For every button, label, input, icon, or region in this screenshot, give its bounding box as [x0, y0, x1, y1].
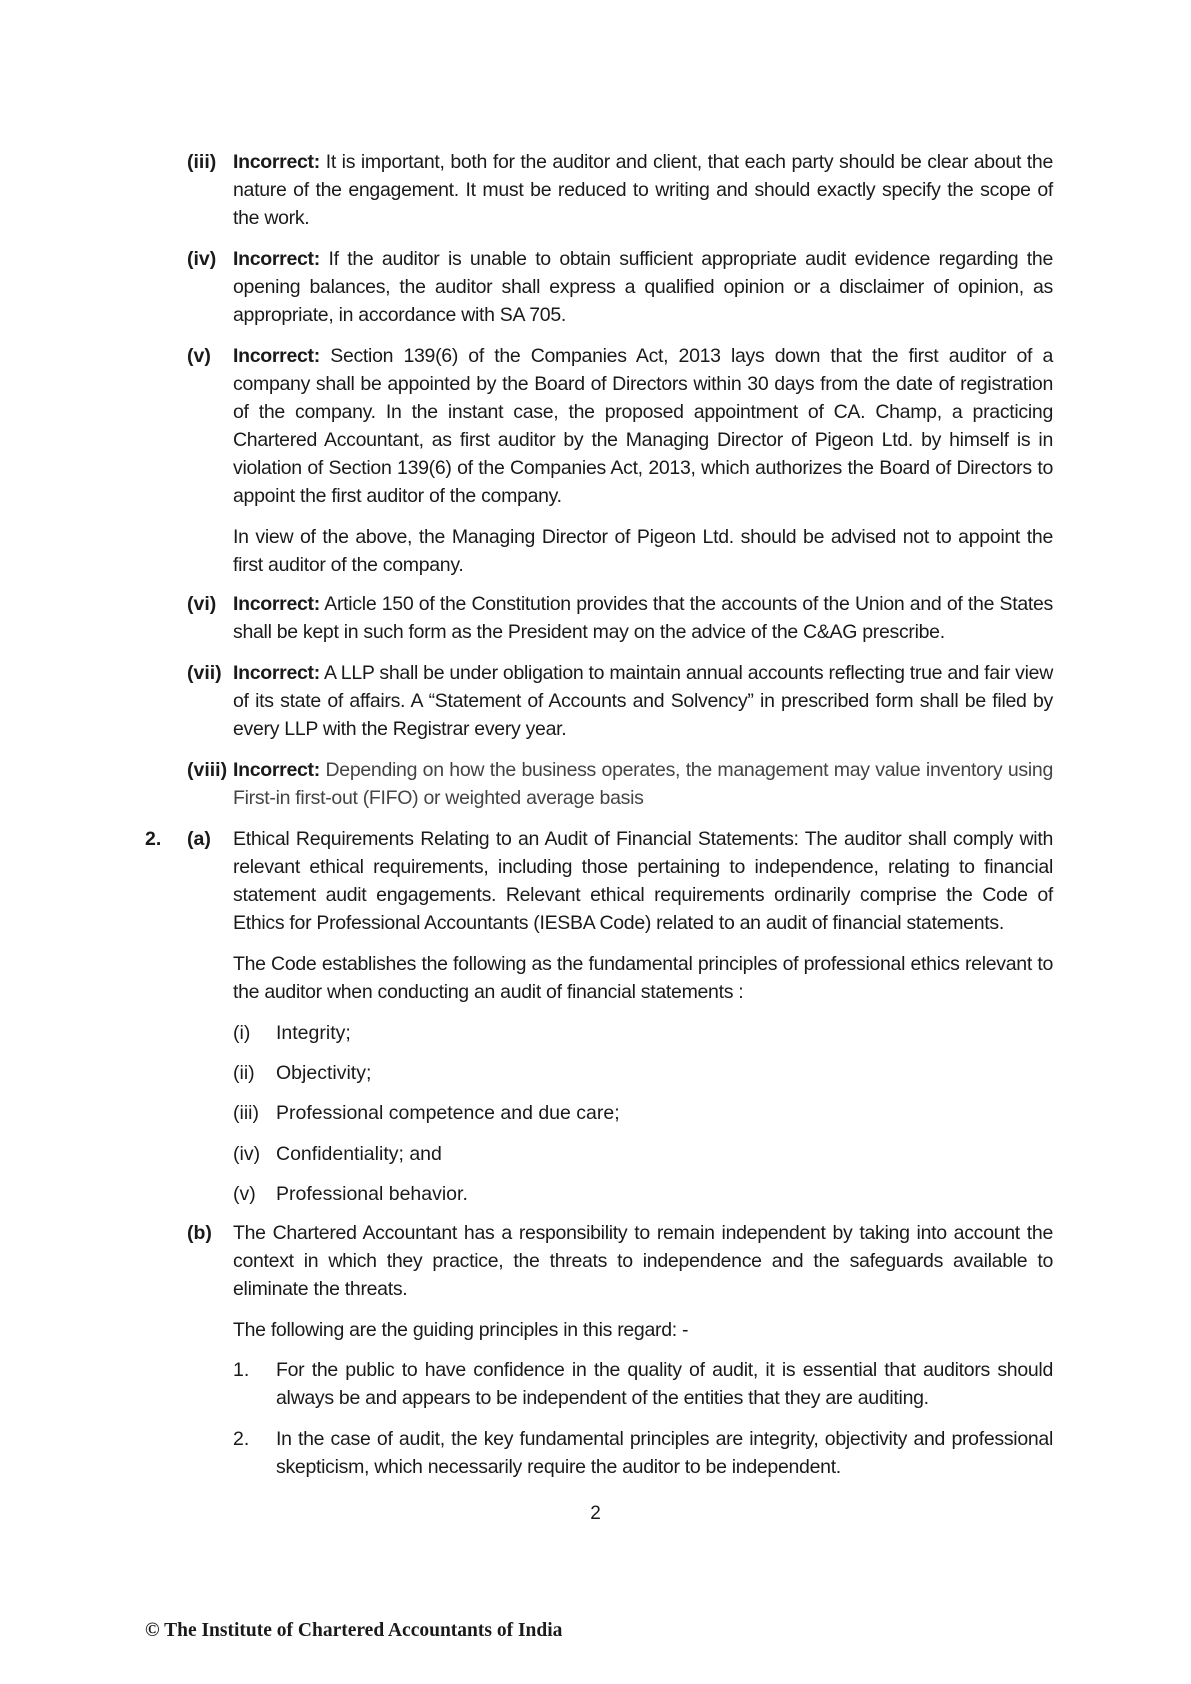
answer-v	[233, 342, 1053, 510]
part-a-paragraph-2: The Code establishes the following as the fundamental principles of professional ethics relevant to the auditor when conducting an audit of financial statements :	[233, 953, 1053, 1003]
guide-number: 2.	[233, 1428, 250, 1450]
answer-text: Section 139(6) of the Companies Act, 2013 lays down that the first auditor of a company shall be appointed by the Board of Directors within 30 days from the date of registration of the company. In the instant case, the proposed appointment of CA. Champ, a practicing Chartered Accountant, as first auditor by the Managing Director of Pigeon Ltd. by himself is in violation of Section 139(6) of the Companies Act, 2013, which authorizes the Board of Directors to appoint the first auditor of the company.	[233, 345, 1053, 507]
part-b-paragraph-2: The following are the guiding principles in this regard: -	[233, 1319, 689, 1341]
item-label: (viii)	[187, 759, 228, 781]
guide-number: 1.	[233, 1359, 250, 1381]
answer-text: Depending on how the business operates, the management may value inventory using First-in first-out (FIFO) or weighted average basis	[233, 759, 1053, 809]
item-label: (vii)	[187, 662, 222, 684]
answer-lead: Incorrect:	[233, 248, 320, 270]
principle-text: Professional behavior.	[276, 1183, 468, 1205]
answer-viii	[233, 756, 1053, 812]
answer-text: A LLP shall be under obligation to maintain annual accounts reflecting true and fair view of its state of affairs. A “Statement of Accounts and Solvency” in prescribed form shall be filed by every LLP with the Registrar every year.	[233, 662, 1053, 740]
answer-iv	[233, 245, 1053, 329]
part-a-label: (a)	[187, 828, 211, 850]
principle-number: (v)	[233, 1183, 256, 1205]
answer-lead: Incorrect:	[233, 151, 320, 173]
principle-number: (iv)	[233, 1143, 261, 1165]
principle-text: Professional competence and due care;	[276, 1102, 620, 1124]
part-a-paragraph-1: Ethical Requirements Relating to an Audit of Financial Statements: The auditor shall comply with relevant ethical requirements, including those pertaining to independence, relating to financial statement audit engagements. Relevant ethical requirements ordinarily comprise the Code of Ethics for Professional Accountants (IESBA Code) related to an audit of financial statements.	[233, 828, 1053, 934]
guide-text: For the public to have confidence in the quality of audit, it is essential that auditors should always be and appears to be independent of the entities that they are auditing.	[276, 1359, 1053, 1409]
answer-lead: Incorrect:	[233, 593, 320, 615]
principle-text: Confidentiality; and	[276, 1143, 442, 1165]
item-label: (iv)	[187, 248, 217, 270]
page-number: 2	[590, 1503, 601, 1524]
principle-number: (iii)	[233, 1102, 259, 1124]
answer-vi	[233, 590, 1053, 646]
principle-number: (ii)	[233, 1062, 255, 1084]
answer-v-followup: In view of the above, the Managing Director of Pigeon Ltd. should be advised not to appoint the first auditor of the company.	[233, 526, 1053, 576]
part-b-label: (b)	[187, 1222, 212, 1244]
footer-copyright: © The Institute of Chartered Accountants of India	[145, 1620, 563, 1641]
answer-lead: Incorrect:	[233, 345, 320, 367]
item-label: (iii)	[187, 151, 217, 173]
question-number: 2.	[145, 828, 162, 850]
answer-text: If the auditor is unable to obtain sufficient appropriate audit evidence regarding the opening balances, the auditor shall express a qualified opinion or a disclaimer of opinion, as appropriate, in accordance with SA 705.	[233, 248, 1054, 326]
answer-vii	[233, 659, 1053, 743]
answer-text: Article 150 of the Constitution provides that the accounts of the Union and of the States shall be kept in such form as the President may on the advice of the C&AG prescribe.	[233, 593, 1053, 643]
principle-text: Integrity;	[276, 1022, 351, 1044]
answer-text: It is important, both for the auditor and client, that each party should be clear about the nature of the engagement. It must be reduced to writing and should exactly specify the scope of the work.	[233, 151, 1054, 229]
guide-text: In the case of audit, the key fundamental principles are integrity, objectivity and professional skepticism, which necessarily require the auditor to be independent.	[276, 1428, 1053, 1478]
principle-number: (i)	[233, 1022, 251, 1044]
item-label: (vi)	[187, 593, 217, 615]
answer-lead: Incorrect:	[233, 759, 320, 781]
principle-text: Objectivity;	[276, 1062, 372, 1084]
part-b-paragraph-1: The Chartered Accountant has a responsibility to remain independent by taking into account the context in which they practice, the threats to independence and the safeguards available to eliminate the threats.	[233, 1222, 1053, 1300]
answer-lead: Incorrect:	[233, 662, 320, 684]
answer-iii	[233, 148, 1053, 232]
item-label: (v)	[187, 345, 211, 367]
